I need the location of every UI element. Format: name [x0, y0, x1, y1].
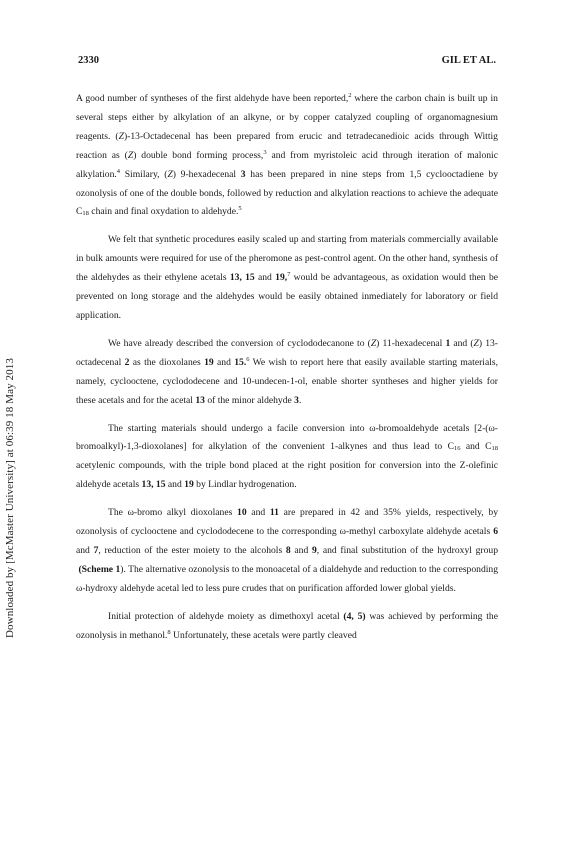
paragraph-1: A good number of syntheses of the first aldehyde have been reported,$^2$ where the carbon chain is built up in several steps either by alkylation of an alkyne, or by copper catalyzed coupling of organomagnesium reagents. (Z)-13-Octadecenal has been prepared from erucic and tetradecanedioic acids through Wittig reaction as (Z) double bond forming process,$^3$ and from myristoleic acid through iteration of malonic alkylation.$^4$ Similary, (Z) 9-hexadecenal 3 has been prepared in nine steps from 1,5 cyclooctadiene by ozonolysis of one of the double bonds, followed by reduction and alkylation reactions to achieve the adequate $C_{18}$ chain and final oxydation to aldehyde.$^5$: [76, 92, 498, 218]
running-head-authors: GIL ET AL.: [441, 55, 496, 66]
paragraph-3: We have already described the conversion of cyclododecanone to (Z) 11-hexadecenal 1 and (Z) 13-octadecenal 2 as the dioxolanes 19 and 15.$^6$ We wish to report here that easily available starting materials, namely, cyclooctene, cyclododecene and 10-undecen-1-ol, enable shorter syntheses and higher yields for these acetals and for the acetal 13 of the minor aldehyde 3.: [76, 337, 498, 406]
page-number: 2330: [78, 55, 99, 66]
paragraph-5: The ω-bromo alkyl dioxolanes 10 and 11 are prepared in 42 and 35% yields, respectively, by ozonolysis of cyclooctene and cyclododecene to the corresponding ω-methyl carboxylate aldehyde acetals 6 and 7, reduction of the ester moiety to the alcohols 8 and 9, and final substitution of the hydroxyl group (Scheme 1). The alternative ozonolysis to the monoacetal of a dialdehyde and reduction to the corresponding ω-hydroxy aldehyde acetal led to less pure crudes that on purification afforded lower global yields.: [76, 507, 499, 594]
paragraph-2: We felt that synthetic procedures easily scaled up and starting from materials commercially available in bulk amounts were required for use of the pheromone as pest-control agent. On the other hand, synthesis of the aldehydes as their ethylene acetals 13, 15 and 19,$^7$ would be advantageous, as oxidation would then be prevented on long storage and the aldehydes would be easily obtained inmediately for laboratory or field application.: [76, 234, 499, 321]
article-body: [76, 90, 498, 654]
paragraph-4: The starting materials should undergo a facile conversion into ω-bromoaldehyde acetals [2-(ω-bromoalkyl)-1,3-dioxolanes] for alkylation of the convenient 1-alkynes and thus lead to $C_{16}$ and $C_{18}$ acetylenic compounds, with the triple bond placed at the right position for conversion into the Z-olefinic aldehyde acetals 13, 15 and 19 by Lindlar hydrogenation.: [76, 422, 498, 491]
paragraph-6: Initial protection of aldehyde moiety as dimethoxyl acetal (4, 5) was achieved by performing the ozonolysis in methanol.$^8$ Unfortunately, these acetals were partly cleaved: [76, 610, 498, 641]
download-watermark: Downloaded by [McMaster University] at 06:39 18 May 2013: [4, 358, 16, 638]
